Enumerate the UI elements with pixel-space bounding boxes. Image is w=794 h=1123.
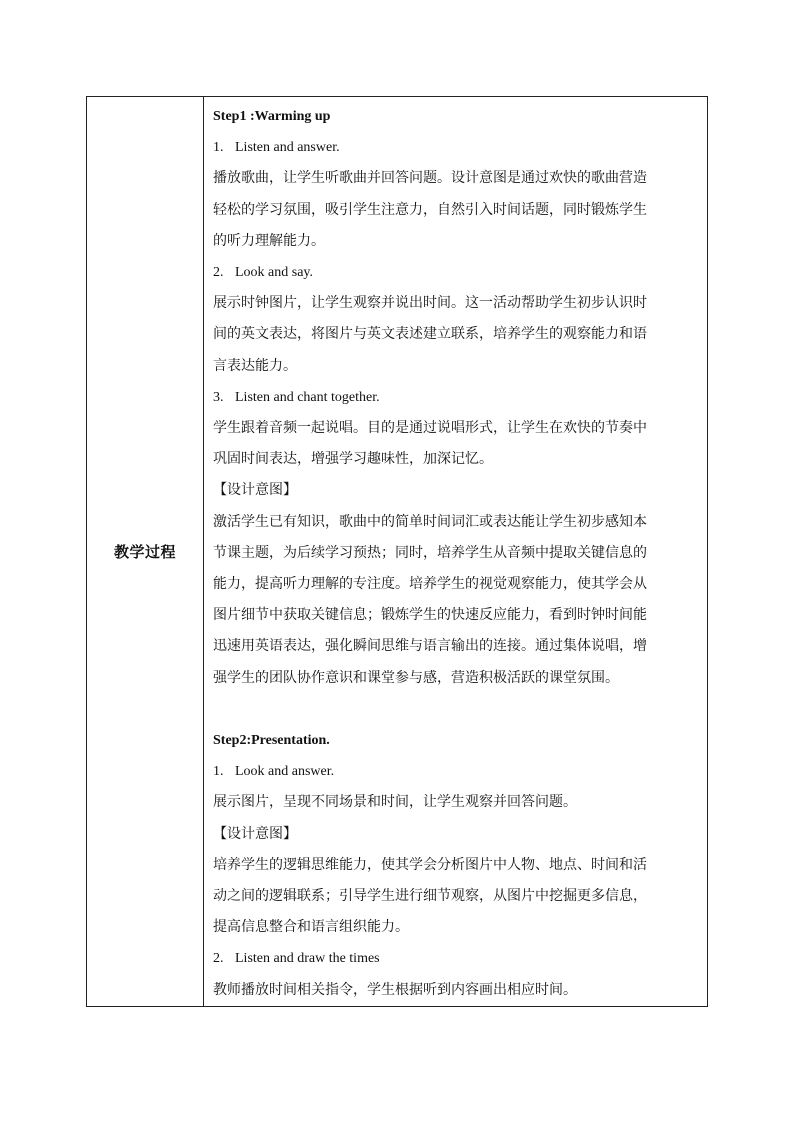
step2-item2-number: 2. — [213, 951, 224, 967]
step1-item1-heading — [213, 132, 701, 163]
step1-item1-title: Listen and answer. — [235, 140, 340, 156]
step1-intent-line: 节课主题，为后续学习预热；同时，培养学生从音频中提取关键信息的 — [213, 544, 647, 561]
step1-intent-line: 迅速用英语表达，强化瞬间思维与语言输出的连接。通过集体说唱，增 — [213, 638, 647, 655]
step2-intent-line: 培养学生的逻辑思维能力，使其学会分析图片中人物、地点、时间和活 — [213, 856, 647, 873]
step1-title: Step1 :Warming up — [213, 109, 331, 124]
step1-item2-number: 2. — [213, 265, 224, 281]
step1-item3-desc-line: 巩固时间表达，增强学习趣味性，加深记忆。 — [213, 451, 493, 468]
step1-item2-title: Look and say. — [235, 265, 314, 281]
step1-item2-desc-line: 展示时钟图片，让学生观察并说出时间。这一活动帮助学生初步认识时 — [213, 295, 647, 312]
step2-intent-line: 提高信息整合和语言组织能力。 — [213, 919, 409, 936]
step1-intent-line: 激活学生已有知识，歌曲中的简单时间词汇或表达能让学生初步感知本 — [213, 513, 647, 530]
step1-item1-number: 1. — [213, 140, 224, 156]
step2-item2-title: Listen and draw the times — [235, 951, 380, 967]
step1-item3-title: Listen and chant together. — [235, 389, 380, 405]
step1-intent-line: 强学生的团队协作意识和课堂参与感，营造积极活跃的课堂氛围。 — [213, 669, 619, 686]
step2-intent-heading: 【设计意图】 — [213, 825, 297, 842]
step1-item1-desc-line: 轻松的学习氛围，吸引学生注意力，自然引入时间话题，同时锻炼学生 — [213, 201, 647, 218]
step2-item1-heading — [213, 756, 701, 787]
step1-item2-desc-line: 言表达能力。 — [213, 357, 297, 374]
step1-item3-desc-line: 学生跟着音频一起说唱。目的是通过说唱形式，让学生在欢快的节奏中 — [213, 420, 647, 437]
step1-intent-line: 图片细节中获取关键信息；锻炼学生的快速反应能力，看到时钟时间能 — [213, 607, 647, 624]
step1-item2-desc-line: 间的英文表达，将图片与英文表述建立联系，培养学生的观察能力和语 — [213, 326, 647, 343]
step2-item1-number: 1. — [213, 764, 224, 780]
section-label: 教学过程 — [113, 542, 176, 561]
step1-item1-desc-line: 播放歌曲，让学生听歌曲并回答问题。设计意图是通过欢快的歌曲营造 — [213, 170, 647, 187]
step1-item2-heading — [213, 257, 701, 288]
section-label-cell — [87, 97, 204, 1007]
step2-title: Step2:Presentation. — [213, 733, 330, 749]
section-content — [204, 97, 707, 1006]
table-row — [87, 97, 708, 1007]
step1-item1-desc-line: 的听力理解能力。 — [213, 232, 325, 249]
blank-line — [213, 694, 701, 725]
step2-item2-desc-line: 教师播放时间相关指令，学生根据听到内容画出相应时间。 — [213, 981, 577, 998]
step1-item3-heading — [213, 382, 701, 413]
step2-intent-line: 动之间的逻辑联系；引导学生进行细节观察，从图片中挖掘更多信息， — [213, 888, 647, 905]
step1-item3-number: 3. — [213, 389, 224, 405]
step1-intent-line: 能力，提高听力理解的专注度。培养学生的视觉观察能力，使其学会从 — [213, 576, 647, 593]
section-content-cell — [204, 97, 708, 1007]
step2-item1-desc-line: 展示图片，呈现不同场景和时间，让学生观察并回答问题。 — [213, 794, 577, 811]
lesson-plan-table — [86, 96, 708, 1007]
step2-item1-title: Look and answer. — [235, 764, 335, 780]
step1-intent-heading: 【设计意图】 — [213, 482, 297, 499]
step2-item2-heading — [213, 943, 701, 974]
